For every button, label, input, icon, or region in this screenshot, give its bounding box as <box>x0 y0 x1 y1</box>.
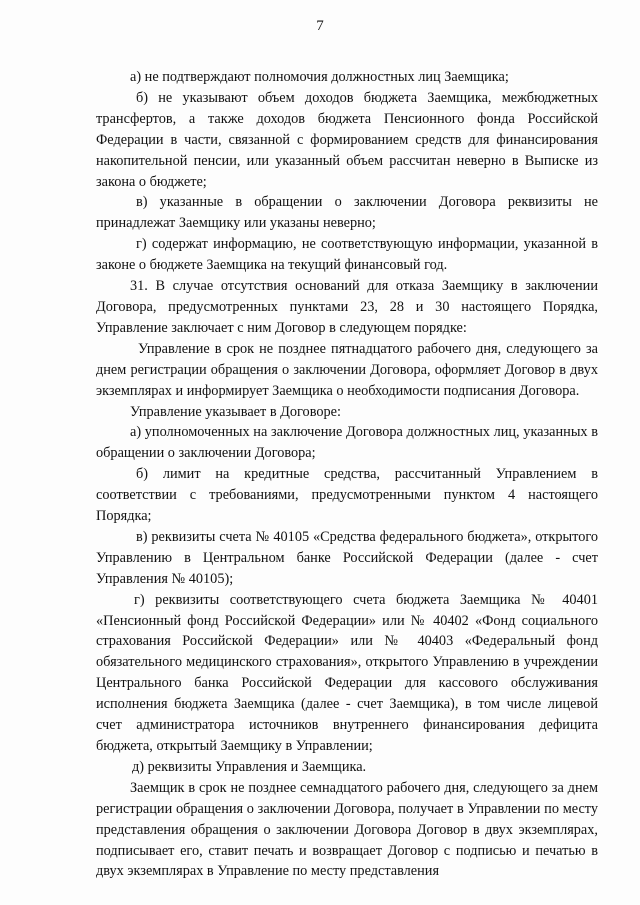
paragraph-contents-d: д) реквизиты Управления и Заемщика. <box>132 758 367 775</box>
paragraph-contents-a: а) уполномоченных на заключение Договора должностных лиц, указанных в обращении о заключении Договора; <box>96 424 598 462</box>
paragraph-item-a: а) не подтверждают полномочия должностных лиц Заемщика; <box>130 69 509 85</box>
paragraph-contents-b: б) лимит на кредитные средства, рассчитанный Управлением в соответствии с требованиями, предусмотренными пунктом 4 настоящего Порядка; <box>96 466 598 525</box>
paragraph-borrower-signing: Заемщик в срок не позднее семнадцатого рабочего дня, следующего за днем регистрации обращения о заключении Договора, получает в Управлении по месту представления обращения о заключении Договора Договор в двух экземплярах, подписывает его, ставит печать и возвращает Договор с подписью и печатью в двух экземплярах в Управление по месту представления <box>96 779 598 880</box>
paragraph-item-g: г) содержат информацию, не соответствующую информации, указанной в законе о бюджете Заемщика на текущий финансовый год. <box>96 236 598 274</box>
paragraph-contents-g: г) реквизиты соответствующего счета бюджета Заемщика № 40401 «Пенсионный фонд Российской Федерации» или № 40402 «Фонд социального страхования Российской Федерации» или № 40403 «Федеральный фонд обязательного медицинского страхования», открытого Управлению в учреждении Центрального банка Российской Федерации для кассового обслуживания исполнения бюджета Заемщика (далее - счет Заемщика), в том числе лицевой счет администратора источников внутреннего финансирования дефицита бюджета, открытый Заемщику в Управлении; <box>96 591 598 754</box>
paragraph-contract-contents-intro: Управление указывает в Договоре: <box>130 403 341 420</box>
document-body <box>96 67 598 882</box>
paragraph-item-v: в) указанные в обращении о заключении Договора реквизиты не принадлежат Заемщику или указаны неверно; <box>96 194 598 232</box>
paragraph-item-b: б) не указывают объем доходов бюджета Заемщика, межбюджетных трансфертов, а также доходов бюджета Пенсионного фонда Российской Федерации в части, связанной с формированием средств для финансирования накопительной пенсии, или указанный объем рассчитан неверно в Выписке из закона о бюджете; <box>96 89 598 190</box>
paragraph-contents-v: в) реквизиты счета № 40105 «Средства федерального бюджета», открытого Управлению в Центральном банке Российской Федерации (далее - счет Управления № 40105); <box>96 528 598 587</box>
paragraph-contract-preparation: Управление в срок не позднее пятнадцатого рабочего дня, следующего за днем регистрации обращения о заключении Договора, оформляет Договор в двух экземплярах и информирует Заемщика о необходимости подписания Договора. <box>96 340 598 399</box>
page-number: 7 <box>316 18 324 34</box>
paragraph-clause-31: 31. В случае отсутствия оснований для отказа Заемщику в заключении Договора, предусмотренных пунктами 23, 28 и 30 настоящего Порядка, Управление заключает с ним Договор в следующем порядке: <box>96 278 598 336</box>
